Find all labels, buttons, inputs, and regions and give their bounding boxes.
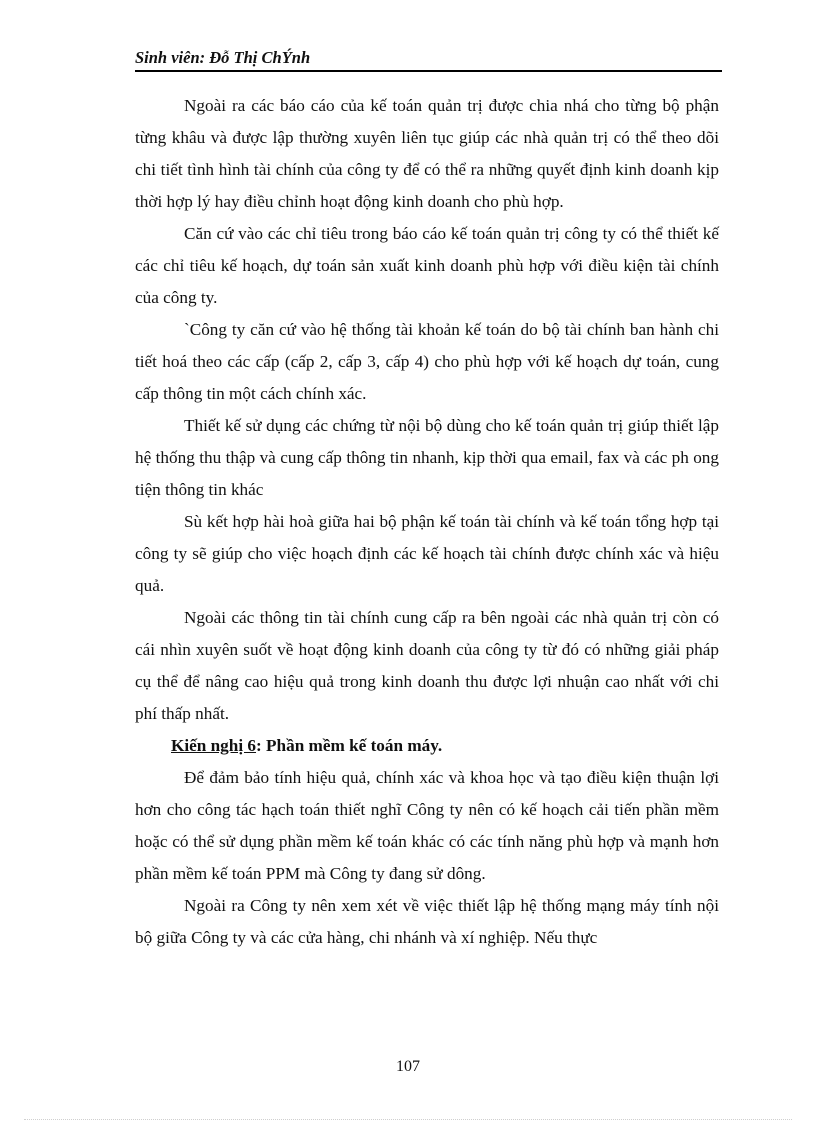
paragraph-financial-information: Ngoài các thông tin tài chính cung cấp ra bên ngoài các nhà quản trị còn có cái nhìn xuyên suốt về hoạt động kinh doanh của công ty từ đó có những giải pháp cụ thể để nâng cao hiệu quả trong kinh doanh thu được lợi nhuận cao nhất với chi phí thấp nhất. [135,608,719,723]
section-heading-recommendation-6 [135,730,719,762]
paragraph-accounting-software: Để đảm bảo tính hiệu quả, chính xác và khoa học và tạo điều kiện thuận lợi hơn cho công tác hạch toán thiết nghĩ Công ty nên có kế hoạch cải tiến phần mềm hoặc có thể sử dụng phần mềm kế toán khác có các tính năng phù hợp và mạnh hơn phần mềm kế toán PPM mà Công ty đang sử dông. [135,768,719,883]
paragraph-internal-documents: Thiết kế sử dụng các chứng từ nội bộ dùng cho kế toán quản trị giúp thiết lập hệ thống thu thập và cung cấp thông tin nhanh, kịp thời qua email, fax và các ph ong tiện thông tin khác [135,416,719,499]
document-body [135,90,719,954]
paragraph-planning-indicators: Căn cứ vào các chỉ tiêu trong báo cáo kế toán quản trị công ty có thể thiết kế các chỉ tiêu kế hoạch, dự toán sản xuất kinh doanh phù hợp với điều kiện tài chính của công ty. [135,224,719,307]
heading-text: : Phần mềm kế toán máy. [256,736,443,755]
paragraph-internal-network: Ngoài ra Công ty nên xem xét về việc thiết lập hệ thống mạng máy tính nội bộ giữa Công ty và các cửa hàng, chi nhánh và xí nghiệp. Nếu thực [135,896,719,947]
page-header-student-name: Sinh viên: Đỗ Thị ChÝnh [135,48,311,67]
paragraph-management-reports: Ngoài ra các báo cáo của kế toán quản trị được chia nhá cho từng bộ phận từng khâu và được lập thường xuyên liên tục giúp các nhà quản trị có thể theo dõi chi tiết tình hình tài chính của công ty để có thể ra những quyết định kinh doanh kịp thời hợp lý hay điều chỉnh hoạt động kinh doanh cho phù hợp. [135,96,719,211]
page-number: 107 [396,1058,420,1075]
heading-label: Kiến nghị 6 [171,736,257,755]
page-bottom-border [24,1119,792,1120]
header-divider [135,70,722,72]
paragraph-accounting-coordination: Sù kết hợp hài hoà giữa hai bộ phận kế toán tài chính và kế toán tổng hợp tại công ty sẽ giúp cho việc hoạch định các kế hoạch tài chính được chính xác và hiệu quả. [135,512,719,595]
paragraph-account-system: `Công ty căn cứ vào hệ thống tài khoản kế toán do bộ tài chính ban hành chi tiết hoá theo các cấp (cấp 2, cấp 3, cấp 4) cho phù hợp với kế hoạch dự toán, cung cấp thông tin một cách chính xác. [135,320,719,403]
